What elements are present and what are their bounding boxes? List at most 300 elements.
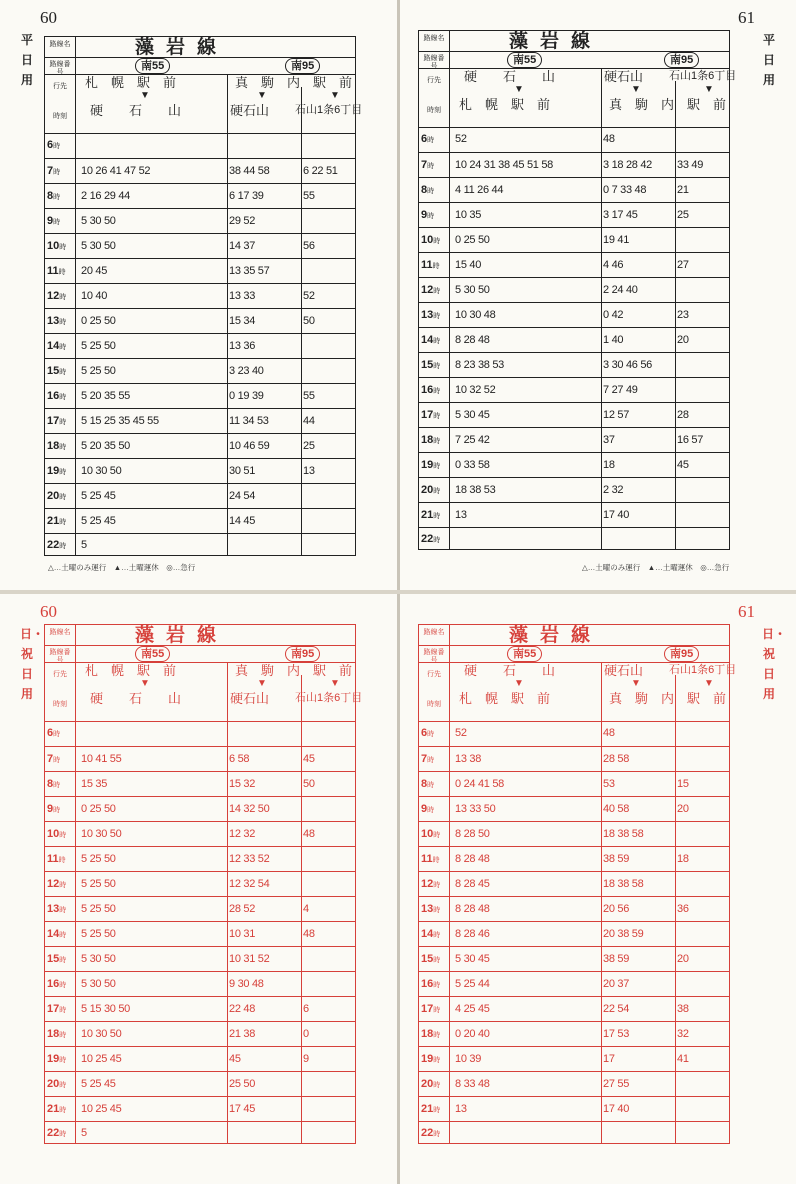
departure-times: 28 52 — [229, 903, 256, 915]
departure-times: 55 — [303, 190, 315, 202]
hour-cell — [45, 822, 79, 848]
hour-cell — [45, 184, 79, 210]
table-row — [419, 796, 729, 821]
departure-times: 0 24 41 58 — [455, 778, 504, 790]
departure-times: 9 30 48 — [229, 978, 264, 990]
hour-suffix: 時 — [433, 463, 441, 470]
hour-number: 22 — [421, 533, 434, 545]
departure-times: 32 — [677, 1028, 689, 1040]
hour-cell — [45, 897, 79, 923]
table-row — [45, 383, 355, 408]
departure-times: 0 20 40 — [455, 1028, 490, 1040]
table-row — [45, 208, 355, 233]
legend: △…土曜のみ運行 ▲…土曜運休 ◎…急行 — [48, 563, 196, 572]
holiday-left-page — [0, 594, 397, 1184]
hour-cell — [45, 384, 79, 410]
table-row — [45, 1071, 355, 1096]
hour-suffix: 時 — [433, 957, 441, 964]
departure-times: 15 40 — [455, 259, 482, 271]
hour-suffix: 時 — [433, 882, 441, 889]
hour-suffix: 時 — [433, 1082, 441, 1089]
hour-number: 17 — [421, 409, 434, 421]
departure-times: 10 46 59 — [229, 440, 270, 452]
hour-cell — [419, 1047, 453, 1073]
hour-label: 時刻 — [53, 113, 67, 120]
departure-times: 40 58 — [603, 803, 630, 815]
departure-times: 10 25 45 — [81, 1053, 122, 1065]
timetable — [418, 30, 737, 550]
table-row — [45, 533, 355, 556]
hour-number: 18 — [47, 440, 60, 452]
holiday-right-page — [400, 594, 796, 1184]
origin-col1: 札 幌 駅 前 — [459, 691, 551, 706]
hour-suffix: 時 — [427, 137, 435, 144]
departure-times: 10 35 — [455, 209, 482, 221]
hour-suffix: 時 — [427, 757, 435, 764]
hour-suffix: 時 — [59, 444, 67, 451]
table-row — [419, 996, 729, 1021]
hour-number: 19 — [421, 459, 434, 471]
hour-suffix: 時 — [433, 513, 441, 520]
departure-times: 0 7 33 48 — [603, 184, 647, 196]
hour-cell — [45, 434, 79, 460]
departure-times: 12 57 — [603, 409, 630, 421]
hour-suffix: 時 — [427, 188, 435, 195]
destination-col1: 硬 石 山 — [464, 663, 556, 678]
route-badge-95: 南95 — [664, 52, 699, 68]
hour-cell — [45, 1097, 79, 1123]
hour-suffix: 時 — [433, 1007, 441, 1014]
hour-cell — [419, 922, 453, 948]
hour-number: 11 — [421, 853, 433, 865]
departure-times: 13 — [455, 1103, 467, 1115]
departure-times: 25 — [303, 440, 315, 452]
hour-suffix: 時 — [59, 1057, 67, 1064]
departure-times: 6 — [303, 1003, 309, 1015]
hour-suffix: 時 — [59, 494, 67, 501]
departure-times: 2 16 29 44 — [81, 190, 130, 202]
hour-number: 9 — [47, 215, 54, 227]
hour-suffix: 時 — [427, 807, 435, 814]
table-row — [45, 796, 355, 821]
departure-times: 0 19 39 — [229, 390, 264, 402]
departure-times: 48 — [303, 928, 315, 940]
hour-number: 6 — [421, 727, 428, 739]
departure-times: 0 33 58 — [455, 459, 490, 471]
hour-cell — [45, 209, 79, 235]
hour-cell — [45, 334, 79, 360]
hour-suffix: 時 — [53, 757, 61, 764]
departure-times: 18 — [603, 459, 615, 471]
table-row — [45, 1121, 355, 1144]
header-rule — [419, 645, 729, 646]
line-title: 藻岩線 — [135, 37, 229, 58]
departure-times: 7 27 49 — [603, 384, 638, 396]
header-rule — [419, 68, 729, 69]
hour-number: 21 — [47, 515, 60, 527]
hour-suffix: 時 — [432, 263, 440, 270]
departure-times: 18 38 53 — [455, 484, 496, 496]
table-row — [45, 333, 355, 358]
hour-suffix: 時 — [59, 543, 67, 550]
departure-times: 3 18 28 42 — [603, 159, 652, 171]
departure-times: 10 30 50 — [81, 828, 122, 840]
hour-number: 21 — [47, 1103, 60, 1115]
departure-times: 29 52 — [229, 215, 256, 227]
hour-cell — [45, 747, 79, 773]
departure-times: 21 — [677, 184, 689, 196]
table-row — [45, 458, 355, 483]
table-row — [419, 896, 729, 921]
departure-times: 0 25 50 — [81, 315, 116, 327]
route-badge-95: 南95 — [285, 646, 320, 662]
table-row — [419, 1096, 729, 1121]
departure-times: 5 30 45 — [455, 953, 490, 965]
hour-number: 9 — [421, 209, 428, 221]
hour-number: 21 — [421, 1103, 434, 1115]
line-title: 藻岩線 — [509, 31, 603, 52]
departure-times: 45 — [303, 753, 315, 765]
departure-times: 8 33 48 — [455, 1078, 490, 1090]
hour-cell — [45, 1072, 79, 1098]
hour-cell — [45, 509, 79, 535]
weekday-right-page — [400, 0, 796, 590]
hour-suffix: 時 — [59, 932, 67, 939]
destination-col2: 硬石山 — [604, 69, 644, 84]
departure-times: 10 25 45 — [81, 1103, 122, 1115]
table-row — [419, 352, 729, 377]
hour-cell — [419, 872, 453, 898]
departure-times: 18 38 58 — [603, 878, 644, 890]
departure-times: 17 53 — [603, 1028, 630, 1040]
hour-cell — [45, 922, 79, 948]
departure-times: 18 — [677, 853, 689, 865]
hour-number: 13 — [421, 903, 434, 915]
hour-suffix: 時 — [433, 363, 441, 370]
table-row — [45, 433, 355, 458]
hour-number: 16 — [47, 978, 60, 990]
table-row — [45, 946, 355, 971]
departure-times: 22 54 — [603, 1003, 630, 1015]
table-row — [45, 746, 355, 771]
departure-times: 52 — [455, 133, 467, 145]
arrow-down-icon: ▼ — [140, 678, 150, 689]
departure-times: 48 — [603, 133, 615, 145]
hour-suffix: 時 — [59, 1007, 67, 1014]
hour-suffix: 時 — [59, 832, 67, 839]
departure-times: 44 — [303, 415, 315, 427]
hour-number: 16 — [47, 390, 60, 402]
departure-times: 48 — [603, 727, 615, 739]
timetable — [418, 624, 737, 1144]
departure-times: 38 44 58 — [229, 165, 270, 177]
weekday-left-page — [0, 0, 397, 590]
departure-times: 5 30 50 — [81, 240, 116, 252]
hour-cell — [419, 253, 453, 279]
hour-suffix: 時 — [53, 731, 61, 738]
departure-times: 5 25 50 — [81, 878, 116, 890]
departure-times: 13 38 — [455, 753, 482, 765]
hour-suffix: 時 — [59, 907, 67, 914]
hour-suffix: 時 — [433, 537, 441, 544]
departure-times: 52 — [303, 290, 315, 302]
table-row — [419, 771, 729, 796]
hour-suffix: 時 — [433, 388, 441, 395]
arrow-down-icon: ▼ — [631, 84, 641, 95]
hour-number: 15 — [421, 953, 434, 965]
departure-times: 10 40 — [81, 290, 108, 302]
departure-times: 20 37 — [603, 978, 630, 990]
route-badge-55: 南55 — [507, 52, 542, 68]
departure-times: 14 45 — [229, 515, 256, 527]
departure-times: 6 17 39 — [229, 190, 264, 202]
hour-number: 16 — [421, 384, 434, 396]
departure-times: 14 32 50 — [229, 803, 270, 815]
hour-number: 13 — [47, 903, 60, 915]
hour-cell — [419, 203, 453, 229]
departure-times: 23 — [677, 309, 689, 321]
departure-times: 27 — [677, 259, 689, 271]
departure-times: 10 39 — [455, 1053, 482, 1065]
departure-times: 10 30 50 — [81, 465, 122, 477]
departure-times: 15 — [677, 778, 689, 790]
departure-times: 4 46 — [603, 259, 624, 271]
hour-number: 19 — [47, 1053, 60, 1065]
hour-number: 17 — [47, 1003, 60, 1015]
hour-suffix: 時 — [433, 288, 441, 295]
table-row — [419, 177, 729, 202]
departure-times: 10 30 50 — [81, 1028, 122, 1040]
day-type-label: 日・祝日用 — [20, 627, 45, 701]
hour-cell — [419, 1072, 453, 1098]
hour-suffix: 時 — [433, 832, 441, 839]
table-row — [419, 302, 729, 327]
hour-number: 6 — [47, 139, 54, 151]
departure-times: 50 — [303, 778, 315, 790]
table-row — [419, 746, 729, 771]
departure-times: 5 30 50 — [81, 953, 116, 965]
table-row — [419, 921, 729, 946]
departure-times: 36 — [677, 903, 689, 915]
departure-times: 25 50 — [229, 1078, 256, 1090]
origin-col1: 硬 石 山 — [90, 691, 182, 706]
table-row — [45, 971, 355, 996]
departure-times: 0 42 — [603, 309, 624, 321]
hour-cell — [419, 1097, 453, 1123]
hour-suffix: 時 — [427, 163, 435, 170]
hour-suffix: 時 — [53, 219, 61, 226]
origin-col2: 真 駒 内 駅 前 — [609, 691, 727, 706]
departure-times: 9 — [303, 1053, 309, 1065]
departure-times: 52 — [455, 727, 467, 739]
line-name-label: 路線名 — [49, 629, 71, 636]
departure-times: 8 23 38 53 — [455, 359, 504, 371]
hour-number: 18 — [421, 434, 434, 446]
hour-cell — [45, 997, 79, 1023]
hour-number: 14 — [47, 340, 60, 352]
hour-suffix: 時 — [433, 932, 441, 939]
hour-suffix: 時 — [59, 344, 67, 351]
hour-number: 7 — [47, 753, 54, 765]
departure-times: 56 — [303, 240, 315, 252]
table-row — [419, 1121, 729, 1144]
table-row — [419, 1071, 729, 1096]
hour-suffix: 時 — [433, 488, 441, 495]
departure-times: 19 41 — [603, 234, 630, 246]
hour-number: 9 — [421, 803, 428, 815]
hour-suffix: 時 — [433, 1032, 441, 1039]
table-row — [419, 527, 729, 550]
departure-times: 17 40 — [603, 1103, 630, 1115]
table-row — [45, 846, 355, 871]
origin-col1: 硬 石 山 — [90, 103, 182, 118]
destination-col3: 石山1条6丁目 — [669, 70, 737, 82]
departure-times: 5 30 45 — [455, 409, 490, 421]
table-row — [419, 846, 729, 871]
hour-number: 10 — [421, 234, 434, 246]
header-rule — [45, 645, 355, 646]
departure-times: 16 57 — [677, 434, 704, 446]
header-rule — [419, 662, 729, 663]
hour-number: 17 — [47, 415, 60, 427]
hour-suffix: 時 — [433, 907, 441, 914]
hour-suffix: 時 — [53, 194, 61, 201]
departure-times: 5 20 35 55 — [81, 390, 130, 402]
hour-suffix: 時 — [59, 1082, 67, 1089]
hour-cell — [419, 947, 453, 973]
departure-times: 13 — [455, 509, 467, 521]
departure-times: 25 — [677, 209, 689, 221]
table-row — [419, 277, 729, 302]
hour-number: 18 — [47, 1028, 60, 1040]
hour-suffix: 時 — [433, 1107, 441, 1114]
hour-cell — [45, 459, 79, 485]
table-row — [419, 252, 729, 277]
table-row — [419, 477, 729, 502]
destination-col3: 石山1条6丁目 — [669, 664, 737, 676]
departure-times: 5 30 50 — [455, 284, 490, 296]
departure-times: 28 58 — [603, 753, 630, 765]
departure-times: 8 28 48 — [455, 903, 490, 915]
hour-cell — [45, 534, 79, 558]
departure-times: 20 45 — [81, 265, 108, 277]
hour-suffix: 時 — [59, 1107, 67, 1114]
table-row — [45, 871, 355, 896]
line-title: 藻岩線 — [135, 625, 229, 646]
departure-times: 48 — [303, 828, 315, 840]
table-row — [45, 996, 355, 1021]
hour-cell — [419, 453, 453, 479]
hour-number: 10 — [47, 828, 60, 840]
table-row — [419, 1021, 729, 1046]
hour-number: 11 — [47, 265, 59, 277]
table-row — [419, 152, 729, 177]
departure-times: 21 38 — [229, 1028, 256, 1040]
table-row — [45, 308, 355, 333]
scan-divider — [0, 590, 796, 594]
departure-times: 15 32 — [229, 778, 256, 790]
hour-cell — [45, 359, 79, 385]
table-row — [45, 771, 355, 796]
hour-number: 22 — [47, 539, 60, 551]
departure-times: 8 28 45 — [455, 878, 490, 890]
departure-times: 3 17 45 — [603, 209, 638, 221]
departure-times: 5 25 45 — [81, 1078, 116, 1090]
departure-times: 41 — [677, 1053, 689, 1065]
departure-times: 5 — [81, 539, 87, 551]
departure-times: 6 58 — [229, 753, 250, 765]
header-rule — [45, 662, 355, 663]
hour-number: 12 — [421, 878, 434, 890]
hour-cell — [419, 278, 453, 304]
departure-times: 5 25 44 — [455, 978, 490, 990]
departure-times: 10 31 52 — [229, 953, 270, 965]
hour-cell — [419, 528, 453, 552]
origin-col2: 硬石山 — [230, 103, 270, 118]
hour-cell — [45, 972, 79, 998]
departure-times: 38 59 — [603, 953, 630, 965]
hour-suffix: 時 — [59, 244, 67, 251]
hour-cell — [45, 847, 79, 873]
route-badge-55: 南55 — [507, 646, 542, 662]
table-row — [45, 233, 355, 258]
hour-cell — [45, 947, 79, 973]
departure-times: 7 25 42 — [455, 434, 490, 446]
route-number-label: 路線番号 — [49, 649, 71, 664]
hour-cell — [419, 353, 453, 379]
hour-suffix: 時 — [433, 313, 441, 320]
hour-number: 19 — [421, 1053, 434, 1065]
departure-times: 18 38 58 — [603, 828, 644, 840]
hour-number: 15 — [47, 953, 60, 965]
hour-number: 21 — [421, 509, 434, 521]
table-row — [419, 946, 729, 971]
arrow-down-icon: ▼ — [330, 90, 340, 101]
route-number-label: 路線番号 — [49, 61, 71, 76]
departure-times: 5 30 50 — [81, 215, 116, 227]
departure-times: 13 35 57 — [229, 265, 270, 277]
table-row — [45, 133, 355, 158]
table-row — [419, 227, 729, 252]
hour-cell — [45, 259, 79, 285]
departure-times: 50 — [303, 315, 315, 327]
table-row — [45, 258, 355, 283]
hour-number: 20 — [421, 1078, 434, 1090]
departure-times: 27 55 — [603, 1078, 630, 1090]
hour-cell — [419, 1122, 453, 1146]
hour-suffix: 時 — [433, 982, 441, 989]
table-row — [45, 158, 355, 183]
hour-suffix: 時 — [59, 319, 67, 326]
hour-suffix: 時 — [58, 269, 66, 276]
hour-cell — [45, 309, 79, 335]
table-row — [45, 1046, 355, 1071]
table-row — [419, 427, 729, 452]
hour-number: 12 — [47, 878, 60, 890]
destination-col2: 真 駒 内 駅 前 — [235, 75, 353, 90]
departure-times: 24 54 — [229, 490, 256, 502]
hour-suffix: 時 — [59, 369, 67, 376]
origin-col2: 真 駒 内 駅 前 — [609, 97, 727, 112]
departure-times: 13 33 50 — [455, 803, 496, 815]
table-row — [45, 508, 355, 533]
hour-cell — [419, 997, 453, 1023]
destination-col2: 真 駒 内 駅 前 — [235, 663, 353, 678]
departure-times: 53 — [603, 778, 615, 790]
hour-suffix: 時 — [59, 1032, 67, 1039]
departure-times: 38 — [677, 1003, 689, 1015]
hour-number: 22 — [421, 1127, 434, 1139]
